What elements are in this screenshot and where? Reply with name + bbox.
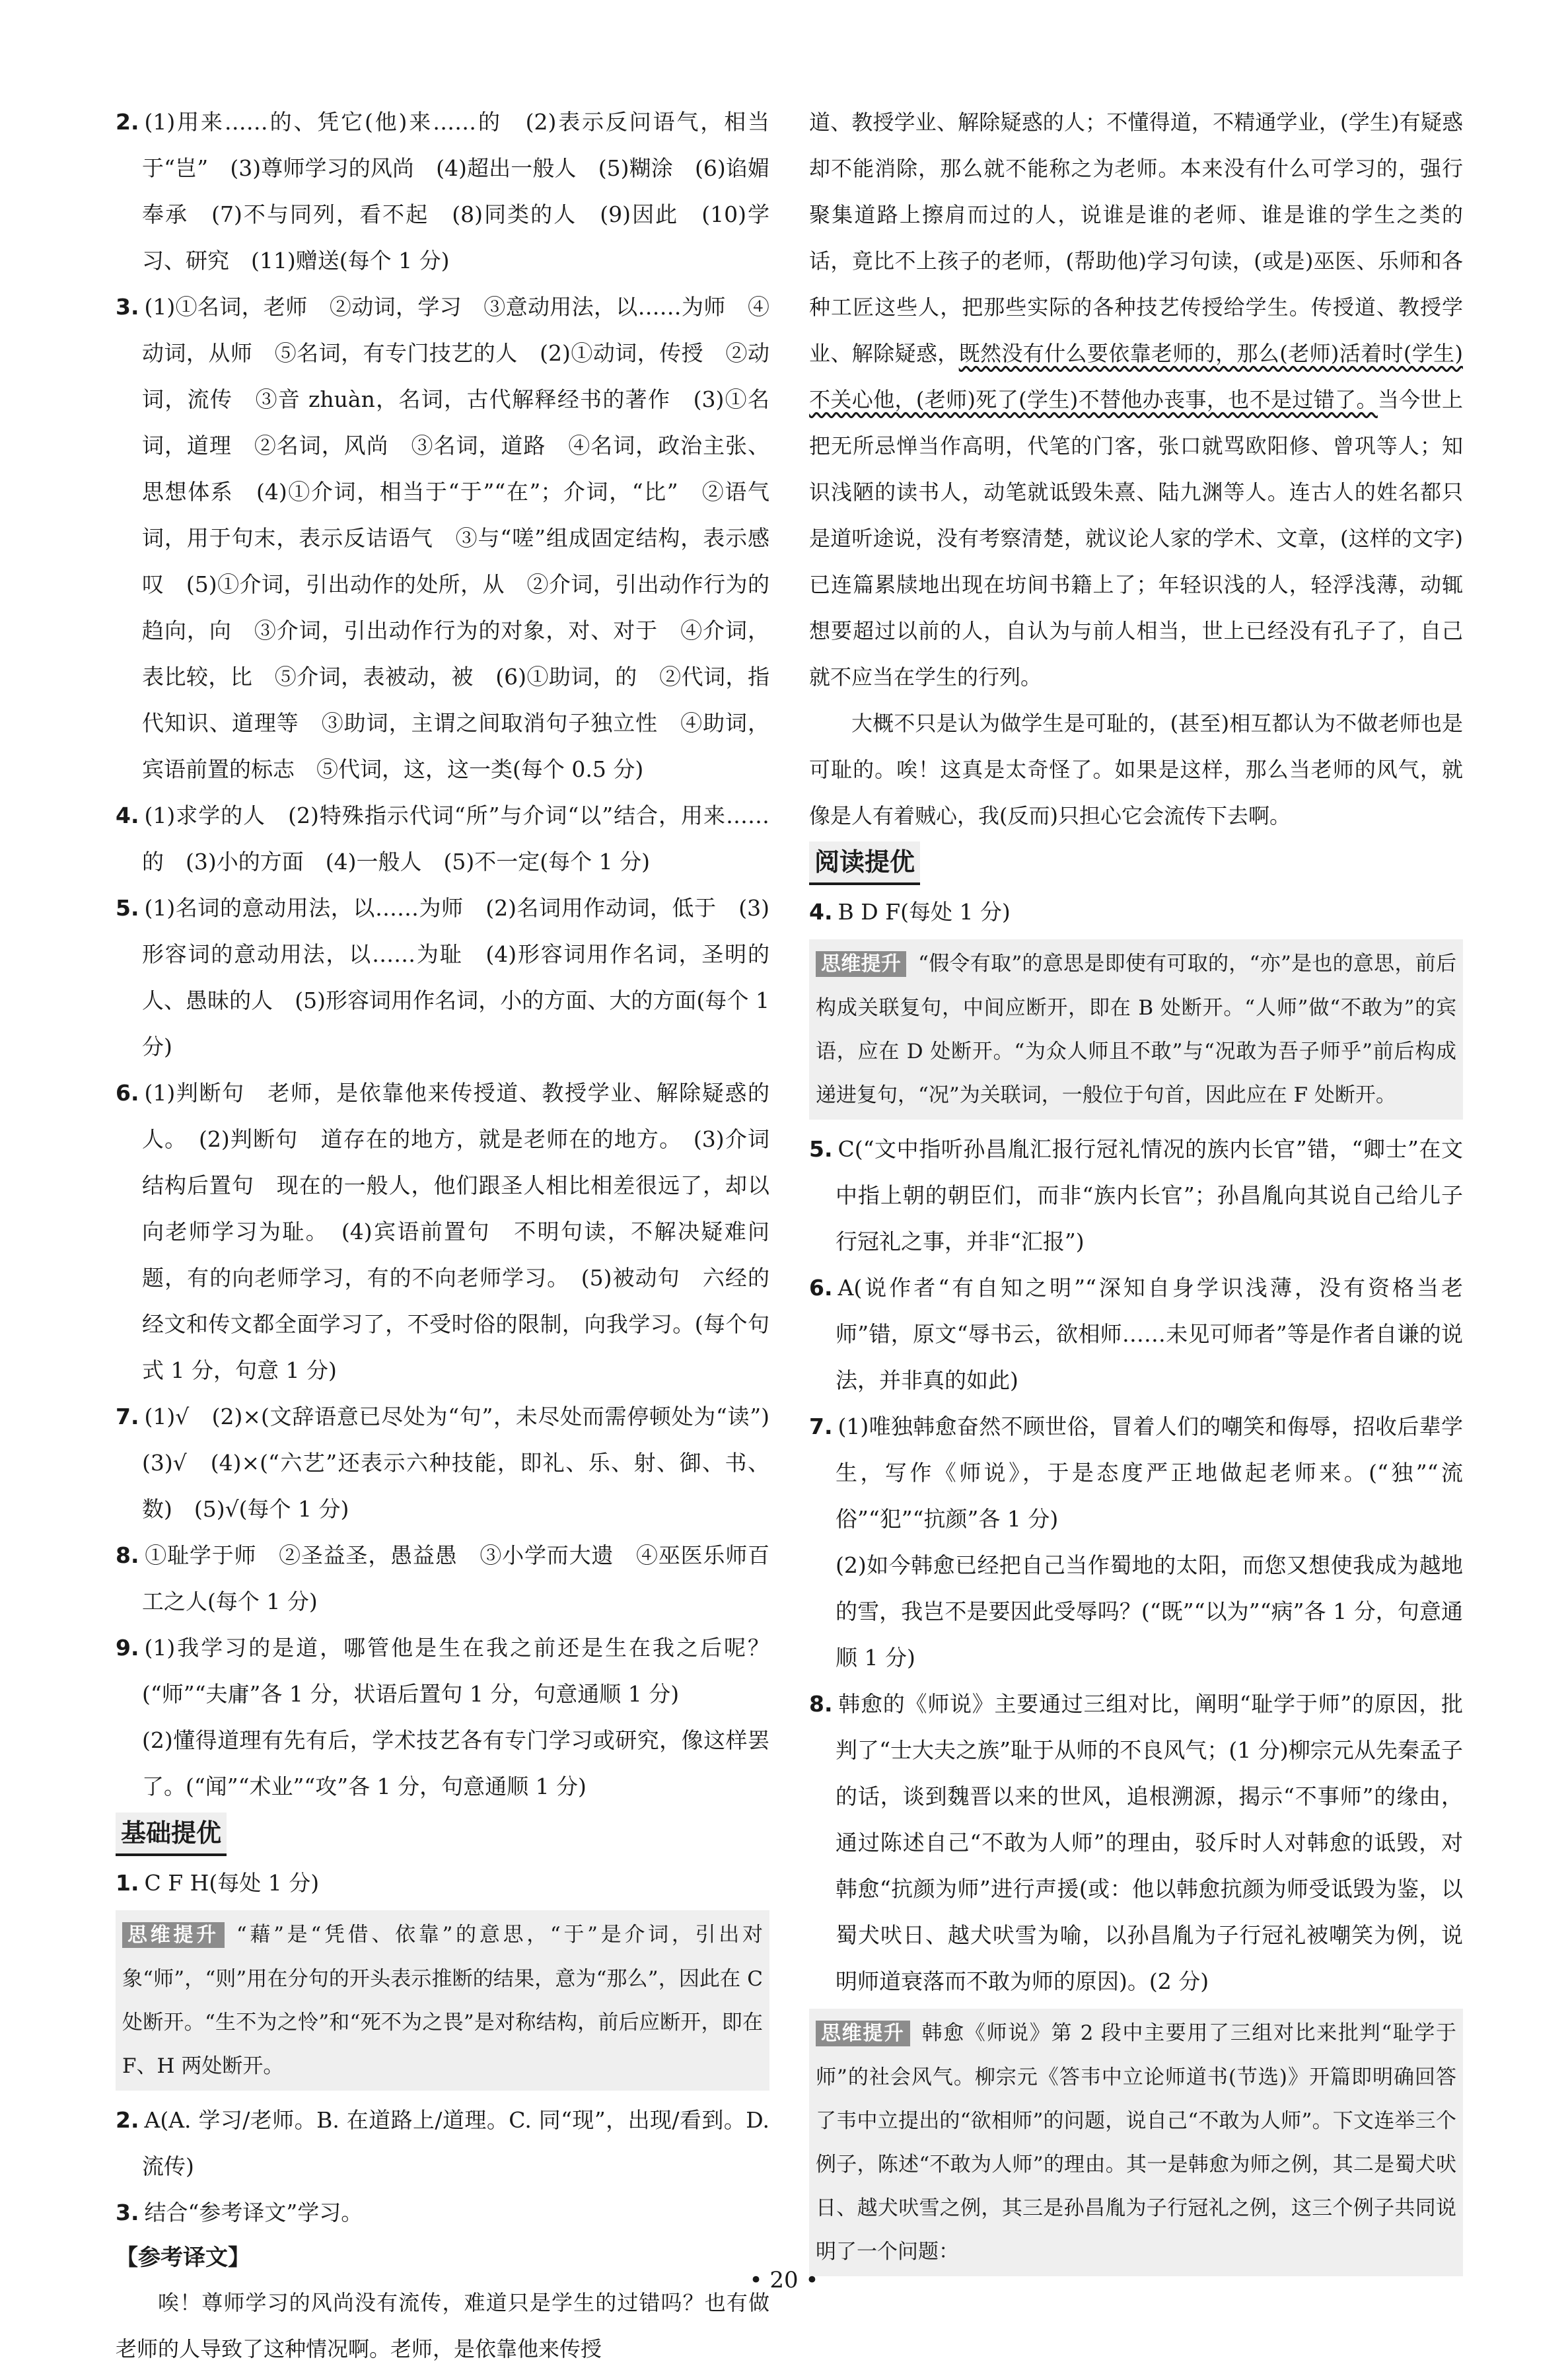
thinking-text: 韩愈《师说》第 2 段中主要用了三组对比来批判“耻学于师”的社会风气。柳宗元《答韦中立论师道书(节选)》开篇即明确回答了韦中立提出的“欲相师”的问题，说自己“不敢为人师”。下文连举三个例子，陈述“不敢为人师”的理由。其一是韩愈为师之例，其二是蜀犬吠日、越犬吠雪之例，其三是孙昌胤为子行冠礼之例，这三个例子共同说明了一个问题： — [816, 2021, 1457, 2264]
answer-number: 5. — [809, 1136, 833, 1162]
answer-4 — [116, 793, 769, 885]
thinking-tag: 思维提升 — [816, 951, 906, 977]
answer-text: (1)①名词，老师 ②动词，学习 ③意动用法，以……为师 ④动词，从师 ⑤名词，有专门技艺的人 (2)①动词，传授 ②动词，流传 ③音 zhuàn，名词，古代解释经书的著作 (3)①名词，道理 ②名词，风尚 ③名词，道路 ④名词，政治主张、思想体系 (4)①介词，相当于“于”“在”；介词，“比” ②语气词，用于句末，表示反诘语气 ③与“嗟”组成固定结构，表示感叹 (5)①介词，引出动作的处所，从 ②介词，引出动作行为的趋向，向 ③介词，引出动作行为的对象，对、对于 ④介词，表比较，比 ⑤介词，表被动，被 (6)①助词，的 ②代词，指代知识、道理等 ③助词，主谓之间取消句子独立性 ④助词，宾语前置的标志 ⑤代词，这，这一类(每个 0.5 分) — [142, 294, 769, 782]
answer-5 — [116, 885, 769, 1070]
answer-9-part-2 — [116, 1717, 769, 1810]
thinking-tag: 思维提升 — [816, 2021, 910, 2046]
page-number: • 20 • — [749, 2267, 819, 2293]
answer-number: 1. — [116, 1870, 139, 1896]
answer-number: 2. — [116, 2107, 139, 2133]
answer-number: 5. — [116, 895, 139, 921]
reference-translation-title: 【参考译文】 — [116, 2245, 250, 2271]
answer-text: (1)判断句 老师，是依靠他来传授道、教授学业、解除疑惑的人。 (2)判断句 道存在的地方，就是老师在的地方。 (3)介词结构后置句 现在的一般人，他们跟圣人相比相差很远了，却以向老师学习为耻。 (4)宾语前置句 不明句读，不解决疑难问题，有的向老师学习，有的不向老师学习。 (5)被动句 六经的经文和传文都全面学习了，不受时俗的限制，向我学习。(每个句式 1 分，句意 1 分) — [142, 1080, 769, 1383]
basic-answer-3 — [116, 2190, 769, 2236]
answer-number: 2. — [116, 109, 139, 135]
translation-text: 道、教授学业、解除疑惑的人；不懂得道，不精通学业，(学生)有疑惑却不能消除，那么就不能称之为老师。本来没有什么可学习的，强行聚集道路上擦肩而过的人，说谁是谁的老师、谁是谁的学生之类的话，竟比不上孩子的老师，(帮助他)学习句读，(或是)巫医、乐师和各种工匠这些人，把那些实际的各种技艺传授给学生。传授道、教授学业、解除疑惑， — [809, 110, 1463, 366]
answer-number: 6. — [116, 1080, 139, 1106]
answer-number: 9. — [116, 1635, 139, 1661]
answer-text: B D F(每处 1 分) — [837, 899, 1011, 925]
reading-answer-5 — [809, 1126, 1463, 1265]
thinking-tag: 思维提升 — [122, 1922, 225, 1948]
answer-text: (1)名词的意动用法，以……为师 (2)名词用作动词，低于 (3)形容词的意动用法，以……为耻 (4)形容词用作名词，圣明的人、愚昧的人 (5)形容词用作名词，小的方面、大的方面(每个 1 分) — [142, 895, 769, 1060]
translation-paragraph: 大概不只是认为做学生是可耻的，(甚至)相互都认为不做老师也是可耻的。唉！这真是太奇怪了。如果是这样，那么当老师的风气，就像是人有着贼心，我(反而)只担心它会流传下去啊。 — [809, 711, 1463, 828]
answer-text: (1)√ (2)×(文辞语意已尽处为“句”，未尽处而需停顿处为“读”) (3)√ (4)×(“六艺”还表示六种技能，即礼、乐、射、御、书、数) (5)√(每个 1 分) — [142, 1404, 791, 1522]
reading-answer-7 — [809, 1404, 1463, 1542]
reading-answer-7-part-2 — [809, 1542, 1463, 1681]
answer-text: (2)懂得道理有先有后，学术技艺各有专门学习或研究，像这样罢了。(“闻”“术业”“攻”各 1 分，句意通顺 1 分) — [142, 1727, 769, 1799]
answer-number: 4. — [809, 899, 833, 925]
answer-text: (1)唯独韩愈奋然不顾世俗，冒着人们的嘲笑和侮辱，招收后辈学生，写作《师说》，于是态度严正地做起老师来。(“独”“流俗”“犯”“抗颜”各 1 分) — [836, 1414, 1463, 1532]
answer-number: 6. — [809, 1275, 833, 1301]
answer-number: 8. — [809, 1691, 833, 1717]
reading-answer-4 — [809, 889, 1463, 935]
reading-answer-6 — [809, 1265, 1463, 1404]
answer-number: 7. — [116, 1404, 139, 1429]
answer-text: (1)我学习的是道，哪管他是生在我之前还是生在我之后呢？(“师”“夫庸”各 1 分，状语后置句 1 分，句意通顺 1 分) — [142, 1635, 769, 1707]
answer-number: 7. — [809, 1414, 833, 1439]
basic-answer-2 — [116, 2097, 769, 2190]
answer-2 — [116, 99, 769, 284]
answer-number: 8. — [116, 1542, 139, 1568]
answer-7 — [116, 1394, 791, 1532]
answer-6 — [116, 1070, 769, 1394]
translation-text: 当今世上把无所忌惮当作高明，代笔的门客，张口就骂欧阳修、曾巩等人；知识浅陋的读书人，动笔就诋毁朱熹、陆九渊等人。连古人的姓名都只是道听途说，没有考察清楚，就议论人家的学术、文章，(这样的文字)已连篇累牍地出现在坊间书籍上了；年轻识浅的人，轻浮浅薄，动辄想要超过以前的人，自认为与前人相当，世上已经没有孔子了，自己就不应当在学生的行列。 — [809, 387, 1463, 690]
answer-text: A(说作者“有自知之明”“深知自身学识浅薄，没有资格当老师”错，原文“辱书云，欲相师……未见可师者”等是作者自谦的说法，并非真的如此) — [836, 1275, 1463, 1393]
answer-text: (1)求学的人 (2)特殊指示代词“所”与介词“以”结合，用来……的 (3)小的方面 (4)一般人 (5)不一定(每个 1 分) — [142, 803, 769, 875]
answer-text: A(A. 学习/老师。B. 在道路上/道理。C. 同“现”，出现/看到。D. 流传) — [142, 2107, 769, 2179]
translation-paragraph — [809, 99, 1463, 700]
answer-text: ①耻学于师 ②圣益圣，愚益愚 ③小学而大遗 ④巫医乐师百工之人(每个 1 分) — [142, 1542, 769, 1614]
answer-9 — [116, 1625, 769, 1717]
answer-text: 结合“参考译文”学习。 — [144, 2200, 363, 2225]
section-heading-basic: 基础提优 — [116, 1813, 227, 1856]
translation-emphasis: 既然没有什么要依靠老师的，那么(老师)活着时(学生)不关心他，(老师)死了(学生)不替他办丧事，也不是过错了。 — [809, 341, 1463, 412]
section-heading-reading: 阅读提优 — [809, 842, 920, 885]
thinking-box — [116, 1910, 769, 2091]
reading-answer-8 — [809, 1681, 1463, 2005]
answer-3 — [116, 284, 769, 793]
answer-number: 3. — [116, 294, 139, 320]
answer-8 — [116, 1532, 769, 1625]
thinking-box — [809, 939, 1463, 1120]
thinking-box — [809, 2009, 1463, 2276]
answer-text: 韩愈的《师说》主要通过三组对比，阐明“耻学于师”的原因，批判了“士大夫之族”耻于从师的不良风气；(1 分)柳宗元从先秦孟子的话，谈到魏晋以来的世风，追根溯源，揭示“不事师”的缘由，通过陈述自己“不敢为人师”的理由，驳斥时人对韩愈的诋毁，对韩愈“抗颜为师”进行声援(或：他以韩愈抗颜为师受诋毁为鉴，以蜀犬吠日、越犬吠雪为喻，以孙昌胤为子行冠礼被嘲笑为例，说明师道衰落而不敢为师的原因)。(2 分) — [836, 1691, 1463, 1994]
translation-paragraph: 唉！尊师学习的风尚没有流传，难道只是学生的过错吗？也有做老师的人导致了这种情况啊。老师，是依靠他来传授 — [116, 2290, 769, 2361]
answer-number: 4. — [116, 803, 139, 828]
thinking-text: “假令有取”的意思是即使有可取的，“亦”是也的意思，前后构成关联复句，中间应断开，即在 B 处断开。“人师”做“不敢为”的宾语，应在 D 处断开。“为众人师且不敢”与“况敢为吾子师乎”前后构成递进复句，“况”为关联词，一般位于句首，因此应在 F 处断开。 — [816, 952, 1457, 1107]
answer-text: (2)如今韩愈已经把自己当作蜀地的太阳，而您又想使我成为越地的雪，我岂不是要因此受辱吗？(“既”“以为”“病”各 1 分，句意通顺 1 分) — [836, 1552, 1463, 1671]
thinking-text: “藉”是“凭借、依靠”的意思，“于”是介词，引出对象“师”，“则”用在分句的开头表示推断的结果，意为“那么”，因此在 C 处断开。“生不为之怜”和“死不为之畏”是对称结构，前后应断开，即在 F、H 两处断开。 — [122, 1923, 763, 2078]
answer-number: 3. — [116, 2200, 139, 2225]
answer-text: C(“文中指听孙昌胤汇报行冠礼情况的族内长官”错，“卿士”在文中指上朝的朝臣们，而非“族内长官”；孙昌胤向其说自己给儿子行冠礼之事，并非“汇报”) — [836, 1136, 1463, 1254]
answer-text: (1)用来……的、凭它(他)来……的 (2)表示反问语气，相当于“岂” (3)尊师学习的风尚 (4)超出一般人 (5)糊涂 (6)谄媚奉承 (7)不与同列，看不起 (8)同类的人 (9)因此 (10)学习、研究 (11)赠送(每个 1 分) — [142, 109, 769, 273]
answer-text: C F H(每处 1 分) — [144, 1870, 320, 1896]
basic-answer-1 — [116, 1860, 769, 1906]
right-column — [809, 99, 1463, 2283]
